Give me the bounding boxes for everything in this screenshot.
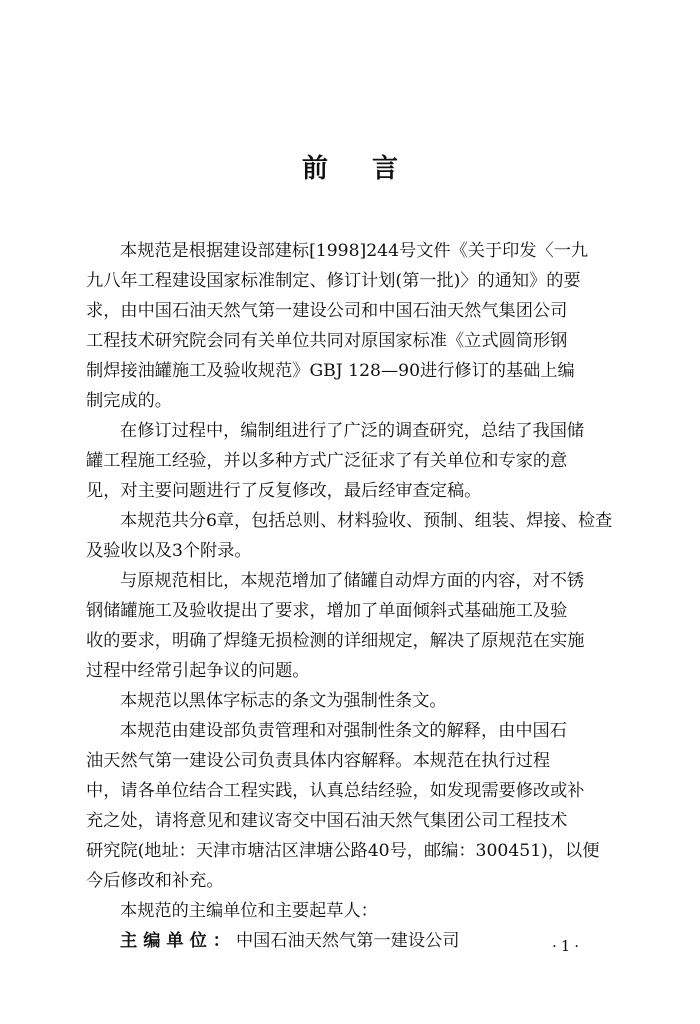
text-line: 与原规范相比，本规范增加了储罐自动焊方面的内容，对不锈 <box>120 571 585 591</box>
text-line: 罐工程施工经验，并以多种方式广泛征求了有关单位和专家的意 <box>86 451 568 471</box>
page-number: ·1· <box>552 937 584 955</box>
text-line: 制完成的。 <box>86 391 172 411</box>
text-line: 本规范由建设部负责管理和对强制性条文的解释，由中国石 <box>120 721 567 741</box>
text-line: 本规范共分6章，包括总则、材料验收、预制、组装、焊接、检查 <box>120 511 613 531</box>
text-line: 工程技术研究院会同有关单位共同对原国家标准《立式圆筒形钢 <box>86 331 568 351</box>
text-line: 中，请各单位结合工程实践，认真总结经验，如发现需要修改或补 <box>86 781 585 801</box>
text-line: 钢储罐施工及验收提出了要求，增加了单面倾斜式基础施工及验 <box>86 601 568 621</box>
text-line: 本规范的主编单位和主要起草人： <box>120 901 378 921</box>
text-line: 制焊接油罐施工及验收规范》GBJ 128—90进行修订的基础上编 <box>86 361 575 381</box>
text-line: 本规范以黑体字标志的条文为强制性条文。 <box>120 691 447 711</box>
text-line: 求，由中国石油天然气第一建设公司和中国石油天然气集团公司 <box>86 301 568 321</box>
page-title: 前言 <box>301 154 442 184</box>
text-line: 及验收以及3个附录。 <box>86 541 252 561</box>
text-line: 在修订过程中，编制组进行了广泛的调查研究，总结了我国储 <box>120 421 585 441</box>
editor-unit-label: 主编单位： <box>120 931 236 951</box>
text-line: 见，对主要问题进行了反复修改，最后经审查定稿。 <box>86 481 482 501</box>
editor-unit-value: 中国石油天然气第一建设公司 <box>235 931 460 951</box>
editor-unit-line <box>86 926 626 956</box>
text-line: 九八年工程建设国家标准制定、修订计划(第一批)〉的通知》的要 <box>86 271 581 291</box>
text-line: 本规范是根据建设部建标[1998]244号文件《关于印发〈一九 <box>120 241 589 261</box>
text-line: 油天然气第一建设公司负责具体内容解释。本规范在执行过程 <box>86 751 551 771</box>
text-line: 过程中经常引起争议的问题。 <box>86 661 310 681</box>
text-line: 充之处，请将意见和建议寄交中国石油天然气集团公司工程技术 <box>86 811 568 831</box>
text-line: 今后修改和补充。 <box>86 871 224 891</box>
text-line: 研究院(地址：天津市塘沽区津塘公路40号，邮编：300451)，以便 <box>86 841 600 861</box>
text-line: 收的要求，明确了焊缝无损检测的详细规定，解决了原规范在实施 <box>86 631 585 651</box>
preface-body <box>86 236 626 956</box>
